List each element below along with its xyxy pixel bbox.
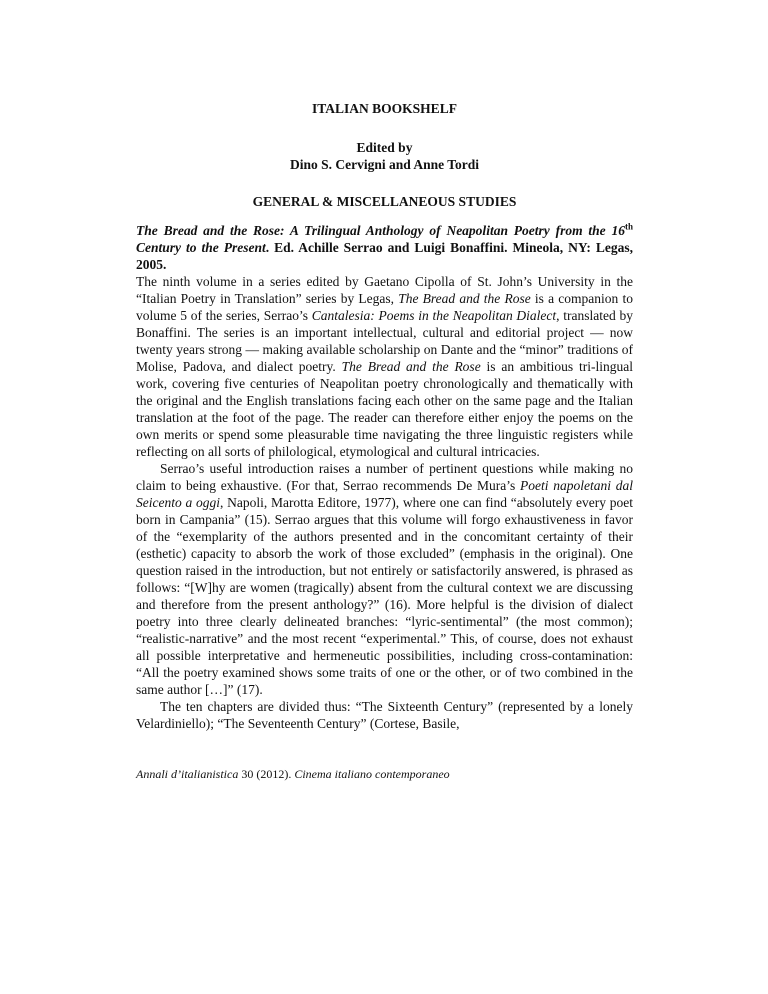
paragraph-text: , Napoli, Marotta Editore, 1977), where one can find “absolutely every poet born in Campania” (15). Serrao argues that this volume will forgo exhaustiveness in favor of the “exemplarity of the authors presented and in the concomitant certainty of their (esthetic) capacity to absorb the work of those excluded” (emphasis in the original). One question raised in the introduction, but not entirely or satisfactorily answered, is phrased as follows: “[W]hy are women (tragically) absent from the cultural context we are discussing and therefore from the present anthology?” (16). More helpful is the division of dialect poetry into three clearly delineated branches: “lyric-sentimental” (the most common); “realistic-narrative” and the most recent “experimental.” This, of course, does not exhaust all possible interpretative and hermeneutic possibilities, including cross-contamination: “All the poetry examined shows some traits of one or the other, or of two combined in the same author […]” (17).	[136, 495, 633, 697]
paragraph-text: is an ambitious tri-lingual work, covering five centuries of Neapolitan poetry chronologically and thematically with the original and the English translations facing each other on the same page and the Italian translation at the foot of the page. The reader can therefore either enjoy the poems on the own merits or spend some pleasurable time navigating the three linguistic registers while reflecting on all sorts of philological, etymological and cultural intricacies.	[136, 359, 634, 459]
italic-title-text: The Bread and the Rose	[398, 291, 531, 306]
book-title-superscript: th	[624, 221, 633, 232]
footer-issue-title: Cinema italiano contemporaneo	[294, 767, 450, 781]
book-details: . Ed. Achille Serrao and Luigi Bonaffini. Mineola, NY: Legas, 2005.	[136, 240, 633, 272]
section-title: GENERAL & MISCELLANEOUS STUDIES	[252, 194, 517, 209]
book-citation	[136, 222, 633, 273]
journal-section-heading: ITALIAN BOOKSHELF	[312, 101, 457, 116]
paragraph-text: The ten chapters are divided thus: “The Sixteenth Century” (represented by a lonely Velardiniello); “The Seventeenth Century” (Cortese, Basile,	[136, 699, 633, 731]
paragraph-text: , translated by Bonaffini. The series is an important intellectual, cultural and editorial project — now twenty years strong — making available scholarship on Dante and the “minor” traditions of Molise, Padova, and dialect poetry.	[136, 308, 633, 374]
footer-issue: 30 (2012).	[238, 767, 295, 781]
footer-journal-name: Annali d’italianistica	[136, 767, 239, 781]
review-paragraph-1	[136, 273, 633, 460]
edited-by-label: Edited by	[356, 140, 413, 155]
paragraph-text: The ninth volume in a series edited by Gaetano Cipolla of St. John’s University in the “Italian Poetry in Translation” series by Legas,	[136, 274, 633, 306]
book-title-part2: Century to the Present	[136, 240, 266, 255]
book-title-part1: The Bread and the Rose: A Trilingual Anthology of Neapolitan Poetry from the 16	[136, 223, 625, 238]
review-paragraph-2	[136, 460, 633, 698]
paragraph-text: Serrao’s useful introduction raises a number of pertinent questions while making no claim to being exhaustive. (For that, Serrao recommends De Mura’s	[136, 461, 633, 493]
italic-title-text: Poeti napoletani dal Seicento a oggi	[136, 478, 633, 510]
review-body	[136, 273, 633, 732]
page-footer	[136, 767, 450, 782]
editors-names: Dino S. Cervigni and Anne Tordi	[289, 157, 480, 172]
italic-title-text: The Bread and the Rose	[341, 359, 481, 374]
italic-title-text: Cantalesia: Poems in the Neapolitan Dialect	[311, 308, 557, 323]
paragraph-text: is a companion to volume 5 of the series, Serrao’s	[136, 291, 633, 323]
review-paragraph-3	[136, 698, 633, 732]
